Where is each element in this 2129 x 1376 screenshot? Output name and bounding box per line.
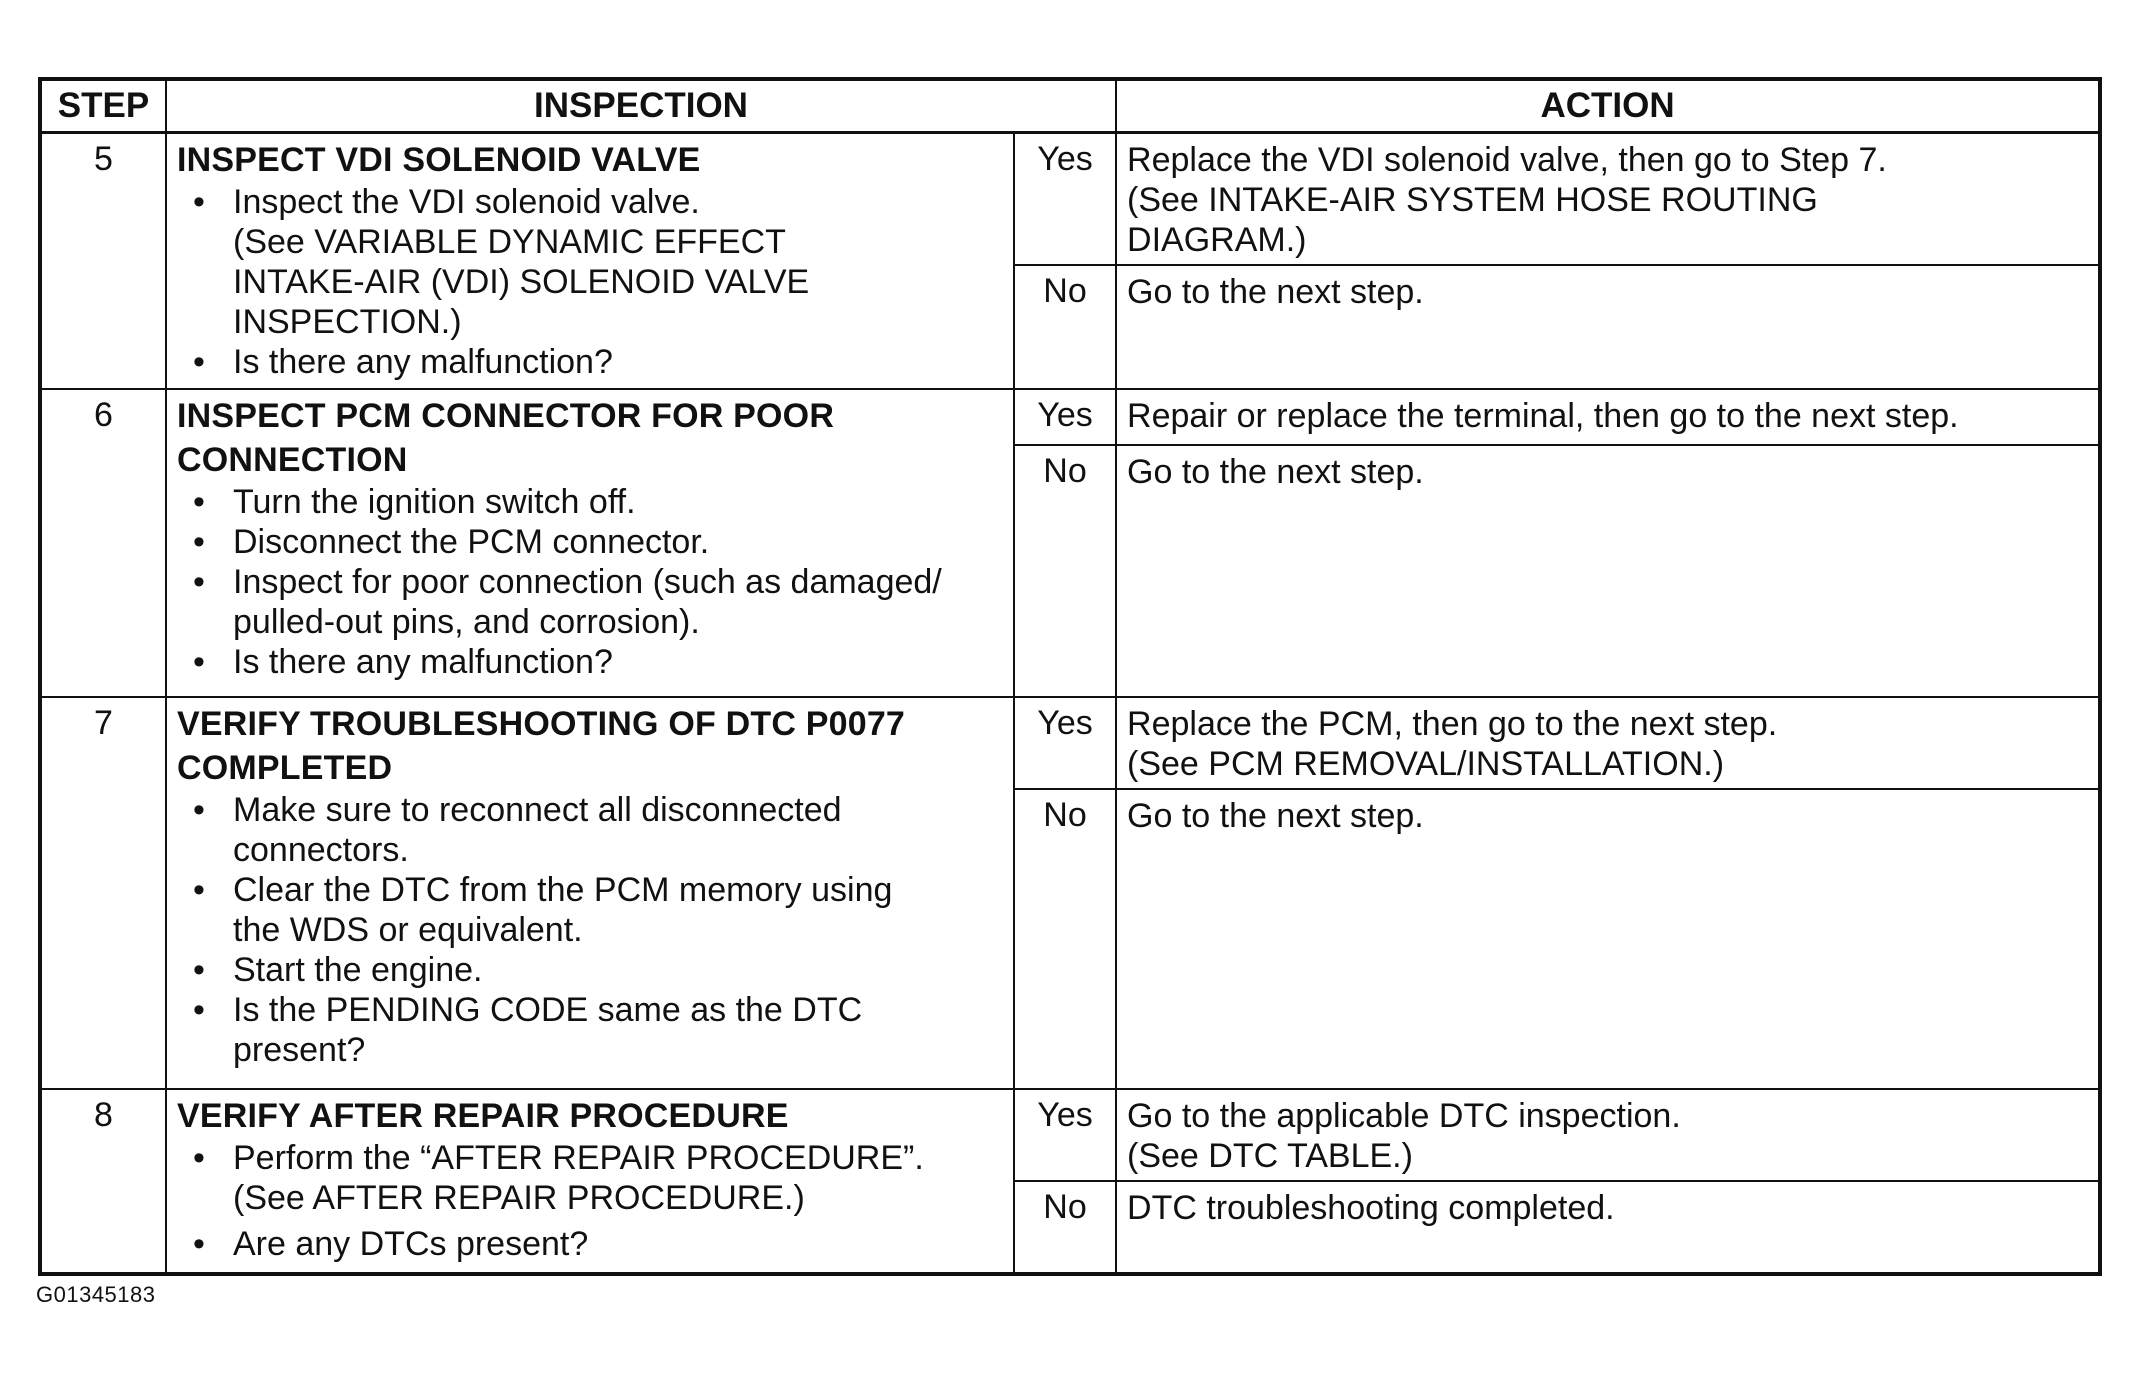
- yes-label: Yes: [1014, 133, 1116, 266]
- inspection-bullets: [177, 1138, 1005, 1264]
- bullet-line: • Is there any malfunction?: [233, 343, 613, 381]
- step-7-yes-row: [40, 697, 2100, 789]
- no-label: No: [1014, 265, 1116, 389]
- no-action: [1116, 265, 2100, 389]
- bullet-item: [177, 642, 1005, 682]
- bullet-line: pulled-out pins, and corrosion).: [233, 603, 700, 641]
- yes-action: [1116, 1089, 2100, 1181]
- bullet-item: [177, 482, 1005, 522]
- inspection-title: INSPECT VDI SOLENOID VALVE: [177, 141, 701, 179]
- action-line: (See PCM REMOVAL/INSTALLATION.): [1127, 745, 1725, 783]
- bullet-item: [177, 1224, 1005, 1264]
- no-label: No: [1014, 1181, 1116, 1274]
- step-5-yes-row: [40, 133, 2100, 266]
- bullet-line: the WDS or equivalent.: [233, 911, 583, 949]
- bullet-line: • Disconnect the PCM connector.: [233, 523, 710, 561]
- yes-label: Yes: [1014, 697, 1116, 789]
- inspection-title: VERIFY TROUBLESHOOTING OF DTC P0077 COMPLETED: [177, 705, 906, 787]
- bullet-item: [177, 562, 1005, 642]
- no-action: [1116, 445, 2100, 697]
- bullet-line: • Start the engine.: [233, 951, 483, 989]
- bullet-line: • Inspect the VDI solenoid valve.: [233, 183, 700, 221]
- bullet-item: [177, 1138, 1005, 1218]
- step-8-yes-row: [40, 1089, 2100, 1181]
- action-line: (See DTC TABLE.): [1127, 1137, 1413, 1175]
- bullet-line: • Is there any malfunction?: [233, 643, 613, 681]
- inspection-bullets: [177, 182, 1005, 382]
- bullet-item: [177, 342, 1005, 382]
- action-line: Go to the applicable DTC inspection.: [1127, 1097, 1681, 1135]
- yes-action: [1116, 133, 2100, 266]
- bullet-line: • Clear the DTC from the PCM memory using: [233, 871, 893, 909]
- action-line: (See INTAKE-AIR SYSTEM HOSE ROUTING: [1127, 181, 1818, 219]
- bullet-line: connectors.: [233, 831, 409, 869]
- inspection-title: INSPECT PCM CONNECTOR FOR POOR CONNECTION: [177, 397, 835, 479]
- action-line: DIAGRAM.): [1127, 221, 1307, 259]
- step-number: 8: [40, 1089, 166, 1274]
- no-label: No: [1014, 789, 1116, 1089]
- inspection-cell: [166, 389, 1014, 697]
- inspection-bullets: [177, 482, 1005, 682]
- yes-action: [1116, 697, 2100, 789]
- no-label: No: [1014, 445, 1116, 697]
- bullet-line: INTAKE-AIR (VDI) SOLENOID VALVE: [233, 263, 810, 301]
- diagnostic-procedure-table: [38, 77, 2102, 1276]
- inspection-cell: [166, 1089, 1014, 1274]
- step-number: 7: [40, 697, 166, 1089]
- bullet-item: [177, 790, 1005, 870]
- inspection-title: VERIFY AFTER REPAIR PROCEDURE: [177, 1097, 789, 1135]
- action-line: DTC troubleshooting completed.: [1127, 1189, 1615, 1227]
- bullet-line: (See VARIABLE DYNAMIC EFFECT: [233, 223, 786, 261]
- bullet-item: [177, 990, 1005, 1070]
- action-line: Repair or replace the terminal, then go to the next step.: [1127, 397, 1959, 435]
- action-line: Replace the VDI solenoid valve, then go to Step 7.: [1127, 141, 1887, 179]
- bullet-line: • Make sure to reconnect all disconnected: [233, 791, 842, 829]
- action-line: Go to the next step.: [1127, 273, 1424, 311]
- bullet-item: [177, 522, 1005, 562]
- bullet-line: • Turn the ignition switch off.: [233, 483, 636, 521]
- inspection-cell: [166, 697, 1014, 1089]
- header-action: ACTION: [1116, 79, 2100, 133]
- bullet-line: • Are any DTCs present?: [233, 1225, 589, 1263]
- bullet-line: • Perform the “AFTER REPAIR PROCEDURE”.: [233, 1139, 924, 1177]
- no-action: [1116, 789, 2100, 1089]
- figure-id: G01345183: [36, 1282, 156, 1307]
- yes-label: Yes: [1014, 389, 1116, 445]
- bullet-line: INSPECTION.): [233, 303, 462, 341]
- step-number: 5: [40, 133, 166, 390]
- bullet-item: [177, 182, 1005, 342]
- bullet-line: (See AFTER REPAIR PROCEDURE.): [233, 1179, 805, 1217]
- inspection-bullets: [177, 790, 1005, 1070]
- bullet-line: • Is the PENDING CODE same as the DTC: [233, 991, 863, 1029]
- bullet-item: [177, 950, 1005, 990]
- yes-action: [1116, 389, 2100, 445]
- action-line: Go to the next step.: [1127, 453, 1424, 491]
- inspection-cell: [166, 133, 1014, 390]
- bullet-line: present?: [233, 1031, 366, 1069]
- bullet-line: • Inspect for poor connection (such as damaged/: [233, 563, 942, 601]
- header-inspection: INSPECTION: [166, 79, 1116, 133]
- action-line: Go to the next step.: [1127, 797, 1424, 835]
- bullet-item: [177, 870, 1005, 950]
- step-6-yes-row: [40, 389, 2100, 445]
- action-line: Replace the PCM, then go to the next step.: [1127, 705, 1778, 743]
- yes-label: Yes: [1014, 1089, 1116, 1181]
- header-step: STEP: [40, 79, 166, 133]
- step-number: 6: [40, 389, 166, 697]
- header-row: [40, 79, 2100, 133]
- no-action: [1116, 1181, 2100, 1274]
